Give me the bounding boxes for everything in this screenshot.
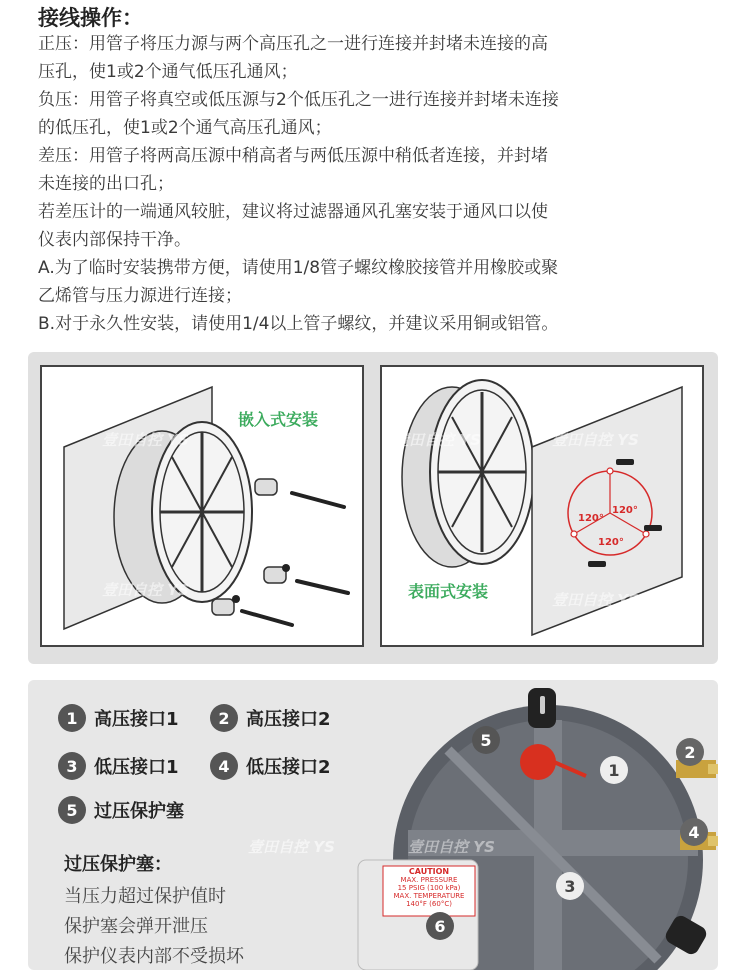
caution-title: CAUTION <box>408 867 450 876</box>
note-title: 过压保护塞： <box>64 854 172 875</box>
legend-label: 高压接口2 <box>246 709 331 730</box>
instruction-line: A.为了临时安装携带方便，请使用1/8管子螺纹橡胶接管并用橡胶或聚 <box>38 258 559 278</box>
watermark: 壹田自控 YS <box>552 591 639 609</box>
surface-mount-label: 表面式安装 <box>408 582 489 601</box>
caution-line: MAX. PRESSURE <box>400 876 458 884</box>
instruction-line: 若差压计的一端通风较脏，建议将过滤器通风孔塞安装于通风口以使 <box>38 202 548 222</box>
legend-number: 5 <box>58 796 86 824</box>
instruction-line: 未连接的出口孔； <box>38 174 174 194</box>
legend-item <box>210 752 331 780</box>
angle-label: 120° <box>612 505 638 516</box>
note-line: 保护仪表内部不受损坏 <box>64 946 244 967</box>
photo-marker: 1 <box>600 756 628 784</box>
caution-line: 15 PSIG (100 kPa) <box>397 884 461 892</box>
legend-item <box>58 796 184 824</box>
caution-label <box>384 868 474 908</box>
surface-mount-drawing <box>382 367 704 647</box>
legend-number: 4 <box>210 752 238 780</box>
legend-label: 低压接口1 <box>94 757 179 778</box>
legend-label: 过压保护塞 <box>94 801 184 822</box>
note-line: 保护塞会弹开泄压 <box>64 916 208 937</box>
instruction-line: 的低压孔，使1或2个通气高压孔通风； <box>38 118 332 138</box>
caution-line: MAX. TEMPERATURE <box>393 892 465 900</box>
instruction-line: 压孔，使1或2个通气低压孔通风； <box>38 62 298 82</box>
watermark: 壹田自控 YS <box>102 431 189 449</box>
instruction-line: 仪表内部保持干净。 <box>38 230 191 250</box>
legend-item <box>58 704 179 732</box>
photo-marker: 6 <box>426 912 454 940</box>
legend-number: 2 <box>210 704 238 732</box>
watermark: 壹田自控 YS <box>394 431 481 449</box>
surface-mount-diagram <box>380 365 704 647</box>
instruction-line: 乙烯管与压力源进行连接； <box>38 286 242 306</box>
section-title: 接线操作： <box>38 6 143 30</box>
legend-number: 1 <box>58 704 86 732</box>
gauge-back-photo <box>328 680 718 970</box>
angle-label: 120° <box>598 537 624 548</box>
photo-marker: 2 <box>676 738 704 766</box>
legend-label: 低压接口2 <box>246 757 331 778</box>
watermark: 壹田自控 YS <box>552 431 639 449</box>
photo-marker: 5 <box>472 726 500 754</box>
photo-marker: 4 <box>680 818 708 846</box>
legend-number: 3 <box>58 752 86 780</box>
instruction-line: B.对于永久性安装，请使用1/4以上管子螺纹，并建议采用铜或铝管。 <box>38 314 559 334</box>
legend-item <box>58 752 179 780</box>
legend-label: 高压接口1 <box>94 709 179 730</box>
flush-mount-diagram <box>40 365 364 647</box>
legend-item <box>210 704 331 732</box>
installation-diagrams <box>28 352 718 664</box>
watermark: 壹田自控 YS <box>408 838 495 856</box>
watermark: 壹田自控 YS <box>102 581 189 599</box>
caution-line: 140°F (60°C) <box>406 900 452 908</box>
photo-marker: 3 <box>556 872 584 900</box>
flush-mount-label: 嵌入式安装 <box>238 410 319 429</box>
instruction-line: 负压：用管子将真空或低压源与2个低压孔之一进行连接并封堵未连接 <box>38 90 559 110</box>
port-legend-panel <box>28 680 718 970</box>
watermark: 壹田自控 YS <box>248 838 335 856</box>
note-line: 当压力超过保护值时 <box>64 886 226 907</box>
angle-label: 120° <box>578 513 604 524</box>
instruction-line: 正压：用管子将压力源与两个高压孔之一进行连接并封堵未连接的高 <box>38 34 548 54</box>
instruction-text <box>38 30 718 338</box>
instruction-line: 差压：用管子将两高压源中稍高者与两低压源中稍低者连接，并封堵 <box>38 146 548 166</box>
